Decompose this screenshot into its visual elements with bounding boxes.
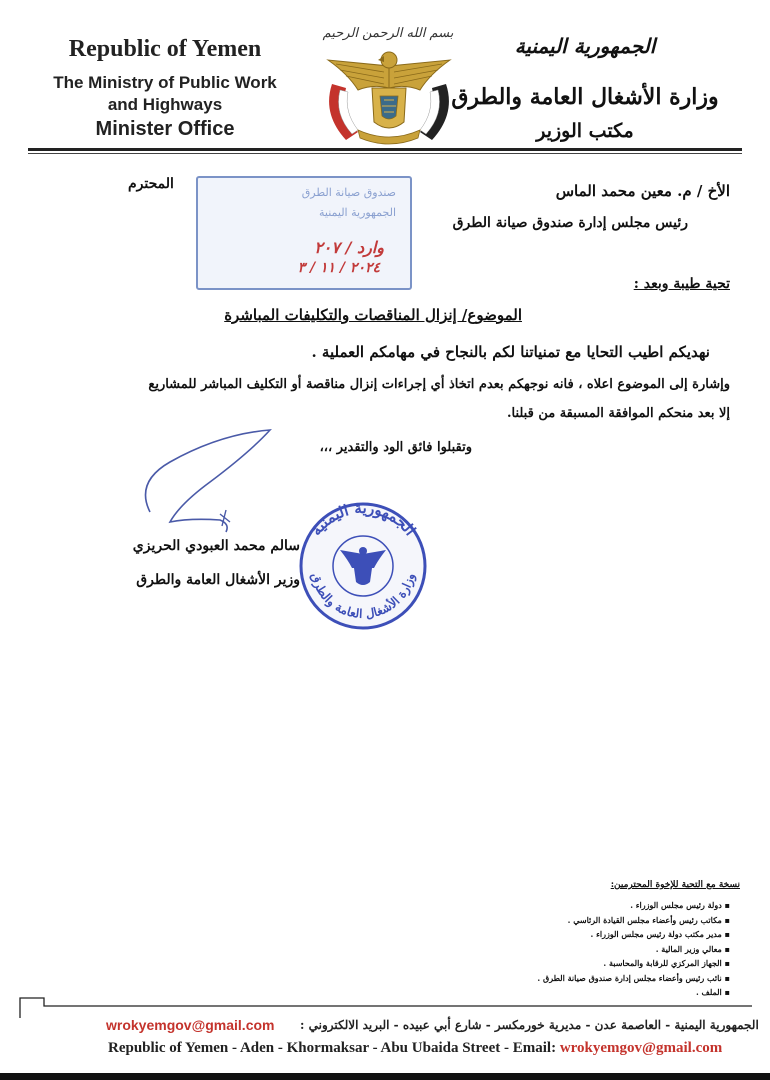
- recipient-title: رئيس مجلس إدارة صندوق صيانة الطرق: [452, 215, 688, 231]
- ar-office: مكتب الوزير: [536, 120, 634, 142]
- closing-line: وتقبلوا فائق الود والتقدير ،،،: [319, 440, 472, 455]
- incoming-stamp: [196, 176, 412, 290]
- en-ministry-line2: and Highways: [107, 95, 223, 114]
- en-ministry-line1: The Ministry of Public Work: [53, 73, 277, 92]
- cc-item: ▪ نائب رئيس وأعضاء مجلس إدارة صندوق صيانة الطرق .: [537, 972, 730, 983]
- recipient-name: الأخ / م. معين محمد الماس: [555, 182, 730, 200]
- yemen-eagle-emblem-icon: [318, 44, 460, 148]
- cc-heading: نسخة مع التحية للإخوة المحترمين:: [610, 880, 740, 890]
- recipient-honorific: المحترم: [128, 176, 174, 192]
- cc-item-text: نائب رئيس وأعضاء مجلس إدارة صندوق صيانة الطرق .: [537, 972, 722, 983]
- stamp-handwritten-date: ٢٠٢٤ / ١١ / ٣: [297, 260, 380, 276]
- footer-english-address: [108, 1040, 722, 1057]
- header-divider-thick: [28, 148, 742, 151]
- ar-ministry-name: وزارة الأشغال العامة والطرق: [451, 84, 719, 110]
- cc-item-text: دولة رئيس مجلس الوزراء .: [630, 900, 722, 910]
- bottom-edge-bar: [0, 1073, 770, 1080]
- handwritten-signature: [130, 422, 300, 552]
- cc-item-text: الملف .: [695, 987, 722, 997]
- seal-text-top: الجمهورية اليمنية: [306, 498, 420, 539]
- basmala: بسم الله الرحمن الرحيم: [322, 26, 454, 41]
- seal-text-bottom: وزارة الأشغال العامة والطرق: [308, 571, 418, 621]
- ar-republic-title: الجمهورية اليمنية: [514, 34, 656, 58]
- cc-item: ▪ مدير مكتب دولة رئيس مجلس الوزراء .: [590, 929, 730, 939]
- body-line-1: نهديكم اطيب التحايا مع تمنياتنا لكم بالنجاح في مهامكم العملية .: [311, 343, 710, 361]
- cc-item-text: معالي وزير المالية .: [655, 943, 722, 954]
- greeting: تحية طيبة وبعد :: [633, 276, 730, 292]
- en-republic-title: Republic of Yemen: [68, 36, 262, 62]
- cc-item: ▪ معالي وزير المالية .: [655, 943, 730, 954]
- header-divider-thin: [28, 153, 742, 154]
- official-seal: [290, 496, 436, 636]
- footer-english-email[interactable]: wrokyemgov@gmail.com: [559, 1040, 723, 1056]
- subject-line: الموضوع/ إنزال المناقصات والتكليفات المباشرة: [224, 306, 522, 324]
- stamp-faint-line2: الجمهورية اليمنية: [318, 206, 396, 219]
- cc-item: ▪ الجهاز المركزي للرقابة والمحاسبة .: [603, 958, 730, 968]
- footer-arabic-address: الجمهورية اليمنية - العاصمة عدن - مديرية خورمكسر - شارع أبي عبيده - البريد الالكتروني :: [300, 1018, 759, 1032]
- cc-item-text: مكاتب رئيس وأعضاء مجلس القيادة الرئاسي .: [567, 914, 722, 925]
- signatory-title: وزير الأشغال العامة والطرق: [136, 572, 300, 588]
- footer-frame-line: [18, 990, 754, 1020]
- en-office: Minister Office: [95, 118, 235, 140]
- cc-item: ▪ الملف .: [695, 987, 730, 997]
- body-line-2: وإشارة إلى الموضوع اعلاه ، فانه نوجهكم بعدم اتخاذ أي إجراءات إنزال مناقصة أو التكليف المباشر للمشاريع: [148, 377, 730, 392]
- cc-item-text: الجهاز المركزي للرقابة والمحاسبة .: [603, 958, 722, 968]
- cc-item: ▪ دولة رئيس مجلس الوزراء .: [630, 900, 730, 910]
- stamp-handwritten-number: وارد / ٢٠٧: [314, 238, 384, 257]
- cc-item-text: مدير مكتب دولة رئيس مجلس الوزراء .: [590, 929, 722, 939]
- signatory-name: سالم محمد العبودي الحريزي: [132, 538, 300, 554]
- footer-email-link[interactable]: wrokyemgov@gmail.com: [106, 1017, 275, 1033]
- stamp-faint-line1: صندوق صيانة الطرق: [301, 186, 396, 199]
- cc-item: ▪ مكاتب رئيس وأعضاء مجلس القيادة الرئاسي .: [567, 914, 730, 925]
- en-ministry-name: [40, 72, 290, 116]
- footer-english-address-text: Republic of Yemen - Aden - Khormaksar - Abu Ubaida Street - Email:: [108, 1040, 557, 1056]
- cc-list: [490, 900, 730, 1002]
- body-line-3: إلا بعد منحكم الموافقة المسبقة من قبلنا.: [506, 406, 730, 421]
